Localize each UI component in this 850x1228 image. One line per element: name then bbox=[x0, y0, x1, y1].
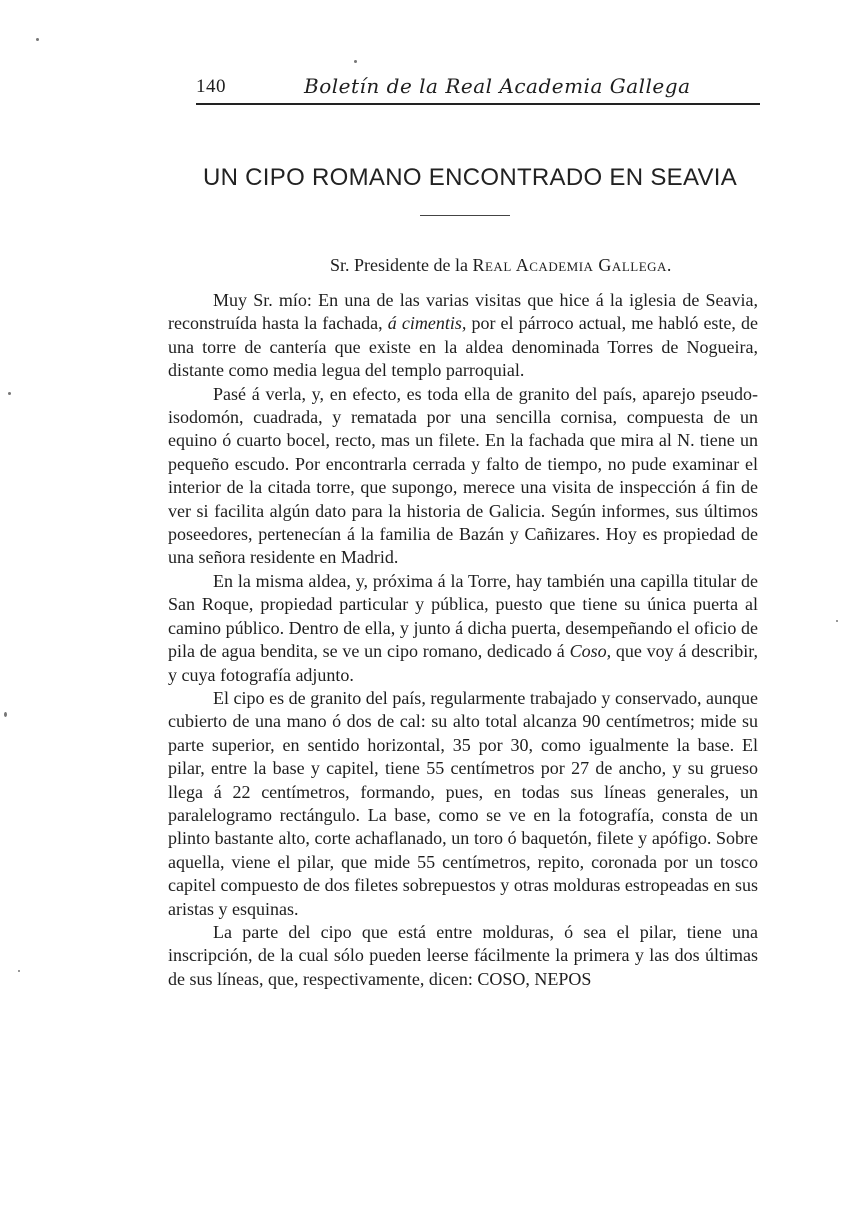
paragraph-text: En la misma aldea, y, próxima á la Torre, hay también una capilla titular de San Roque, propiedad particular y pública, puesto que tiene su única puerta al camino público. Dentro de ella, y junto á dicha puerta, desempeñando el oficio de pila de agua bendita, se ve un cipo romano, dedicado á bbox=[168, 570, 758, 662]
article-title: UN CIPO ROMANO ENCONTRADO EN SEAVIA bbox=[202, 164, 738, 191]
paragraph: Pasé á verla, y, en efecto, es toda ella de granito del país, aparejo pseudo-isodomón, cuadrada, y rematada por una sencilla cornisa, compuesta de un equino ó cuarto bocel, recto, mas un filete. En la fachada que mira al N. tiene un pequeño escudo. Por encontrarla cerrada y falto de tiempo, no pude examinar el interior de la citada torre, que supongo, merece una visita de inspección á fin de ver si facilita algún dato para la historia de Galicia. Según informes, sus últimos poseedores, pertenecían á la familia de Bazán y Cañizares. Hoy es propiedad de una señora residente en Madrid. bbox=[168, 383, 758, 568]
italic-phrase: á cimentis, bbox=[387, 313, 467, 334]
paragraph-text: que voy á describir, y cuya fotografía adjunto. bbox=[168, 641, 758, 685]
salutation-academy: Real Academia Gallega. bbox=[472, 255, 672, 275]
paragraph: El cipo es de granito del país, regularmente trabajado y conservado, aunque cubierto de una mano ó dos de cal: su alto total alcanza 90 centímetros; mide su parte superior, en sentido horizontal, 35 por 30, como igualmente la base. El pilar, entre la base y capitel, tiene 55 centímetros por 27 de ancho, y su grueso llega á 22 centímetros, formando, pues, en todas sus líneas generales, un paralelogramo rectángulo. La base, como se ve en la fotografía, consta de un plinto bastante alto, corte achaflanado, un toro ó baquetón, filete y apófigo. Sobre aquella, viene el pilar, que mide 55 centímetros, repito, coronada por un tosco capitel compuesto de dos filetes sobrepuestos y otras molduras estropeadas en sus aristas y esquinas. bbox=[168, 687, 758, 919]
paragraph bbox=[168, 289, 758, 383]
running-title: Boletín de la Real Academia Gallega bbox=[304, 74, 691, 98]
salutation bbox=[330, 255, 672, 276]
page-number: 140 bbox=[196, 76, 226, 97]
page-header bbox=[196, 74, 760, 104]
scan-speck bbox=[354, 60, 357, 63]
scan-speck bbox=[4, 712, 7, 717]
paragraph-text: Muy Sr. mío: En una de las varias visitas que hice á la iglesia de Seavia, reconstruída hasta la fachada, bbox=[168, 290, 758, 334]
paragraph: La parte del cipo que está entre molduras, ó sea el pilar, tiene una inscripción, de la cual sólo pueden leerse fácilmente la primera y las dos últimas de sus líneas, que, respectivamente, dicen: COSO, NEPOS bbox=[168, 921, 758, 989]
title-divider bbox=[420, 215, 510, 216]
article-body bbox=[168, 289, 758, 991]
scan-speck bbox=[836, 620, 838, 622]
italic-phrase: Coso, bbox=[569, 641, 612, 662]
scan-speck bbox=[18, 970, 20, 972]
paragraph bbox=[168, 570, 758, 687]
paragraph-text: por el párroco actual, me habló este, de una torre de cantería que existe en la aldea denominada Torres de Nogueira, distante como media legua del templo parroquial. bbox=[168, 313, 759, 381]
scan-speck bbox=[8, 392, 11, 395]
header-rule bbox=[196, 103, 760, 105]
salutation-prefix: Sr. Presidente de la bbox=[330, 255, 473, 275]
scan-speck bbox=[36, 38, 39, 41]
